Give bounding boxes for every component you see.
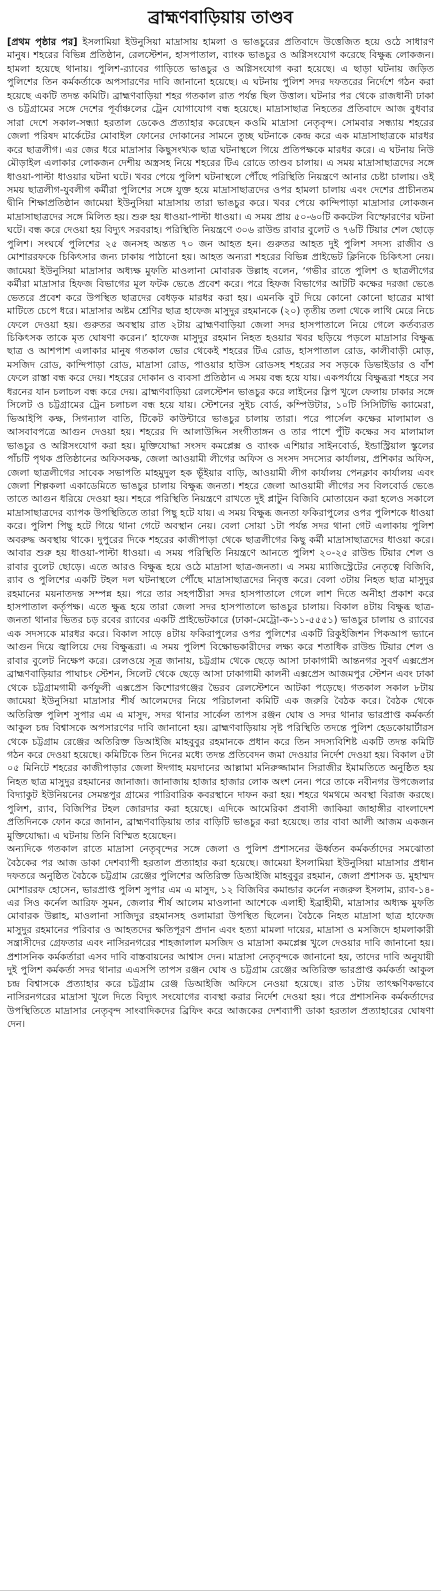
bottom-divider [0, 1590, 441, 1591]
article-body [7, 36, 434, 1032]
article-paragraph [7, 843, 434, 1031]
paragraph-text: ইসলামিয়া ইউনুসিয়া মাদ্রাসায় হামলা ও ভাঙচুরের প্রতিবাদে উত্তেজিত হয়ে ওঠে সাধারণ মানুষ। শহরের বিভিন্ন প্রতিষ্ঠান, রেলস্টেশন, হাসপাতাল, ব্যাংক ভাঙচুর ও অগ্নিসংযোগ করেছে বিক্ষুব্ধ লোকজন। হামলা হয়েছে থানায়। পুলিশ-র‌্যাবের গাড়িতে ভাঙচুর ও অগ্নিসংযোগ করা হয়েছে। এ ছাড়া ঘটনায় জড়িত পুলিশের তিন কর্মকর্তাকে অপসারণের দাবি জানানো হয়েছে। এ ঘটনায় পুলিশ সদর দফতরের নির্দেশে গঠন করা হয়েছে একটি তদন্ত কমিটি। ব্রাহ্মণবাড়িয়া শহর গতকাল রাত পর্যন্ত ছিল উত্তাল। ঘটনার পর থেকে রাজধানী ঢাকা ও চট্টগ্রামের সঙ্গে দেশের পূর্বাঞ্চলের ট্রেন যোগাযোগ বন্ধ হয়েছে। মাদ্রাসাছাত্র নিহতের প্রতিবাদে আজ বুধবার সারা দেশে সকাল-সন্ধ্যা হরতাল ডেকেও প্রত্যাহার করেছেন কওমি মাদ্রাসা নেতৃবৃন্দ। সোমবার সন্ধ্যায় শহরের জেলা পরিষদ মার্কেটের মোবাইল ফোনের দোকানের সামনে তুচ্ছ ঘটনাকে কেন্দ্র করে এক মাদ্রাসাছাত্রকে মারধর করে ছাত্রলীগ। এর জের ধরে মাদ্রাসার কিছুসংখ্যক ছাত্র ঘটনাস্থলে গিয়ে প্রতিপক্ষকে মারধর করে। এ ঘটনায় নিউ মৌড়াইল এলাকার লোকজন দেশীয় অস্ত্রসহ নিয়ে শহরের টিএ রোডে তাণ্ডব চালায়। এ সময় মাদ্রাসাছাত্রদের সঙ্গে ধাওয়া-পাল্টা ধাওয়ার ঘটনা ঘটে। খবর পেয়ে পুলিশ ঘটনাস্থলে পৌঁছে পরিস্থিতি নিয়ন্ত্রণে আনার চেষ্টা চালায়। ওই সময় ছাত্রলীগ-যুবলীগ কর্মীরা পুলিশের সঙ্গে যুক্ত হয়ে মাদ্রাসাছাত্রদের ওপর হামলা চালায় এবং দেশের প্রাচীনতম দ্বীনি শিক্ষাপ্রতিষ্ঠান জামেয়া ইউনুসিয়া মাদ্রাসায় তারা ভাঙচুর করে। খবর পেয়ে কান্দিপাড়া মাদ্রাসার লোকজন মাদ্রাসাছাত্রদের সঙ্গে মিলিত হয়। শুরু হয় ধাওয়া-পাল্টা ধাওয়া। এ সময় প্রায় ৫০-৬০টি ককটেল বিস্ফোরণের ঘটনা ঘটে। বন্ধ করে দেওয়া হয় বিদ্যুৎ সরবরাহ। পরিস্থিতি নিয়ন্ত্রণে ৩০৬ রাউন্ড রাবার বুলেট ও ৭৬টি টিয়ার শেল ছোড়ে পুলিশ। সংঘর্ষে পুলিশের ২৫ জনসহ অন্তত ৭০ জন আহত হন। গুরুতর আহত দুই পুলিশ সদস্য রাজীব ও মোশাররফকে চিকিৎসার জন্য ঢাকায় পাঠানো হয়। আহত অন্যরা শহরের বিভিন্ন প্রাইভেট ক্লিনিকে চিকিৎসা নেয়। জামেয়া ইউনুসিয়া মাদ্রাসার অধ্যক্ষ মুফতি মাওলানা মোবারক উল্লাহ বলেন, ‘গভীর রাতে পুলিশ ও ছাত্রলীগের কর্মীরা মাদ্রাসার হিফজ বিভাগের মূল ফটক ভেঙে প্রবেশ করে। পরে হিফজ বিভাগের আটটি কক্ষের দরজা ভেঙে ভেতরে প্রবেশ করে উপস্থিত ছাত্রদের বেধড়ক মারধর করা হয়। এমনকি বুট দিয়ে কোনো কোনো ছাত্রের মাথা মাটিতে চেপে ধরে। মাদ্রাসার অষ্টম শ্রেণির ছাত্র হাফেজ মাসুদুর রহমানকে (২০) তৃতীয় তলা থেকে লাথি মেরে নিচে ফেলে দেওয়া হয়। গুরুতর অবস্থায় রাত ২টায় ব্রাহ্মণবাড়িয়া জেলা সদর হাসপাতালে নিয়ে গেলে কর্তব্যরত চিকিৎসক তাকে মৃত ঘোষণা করেন।’ হাফেজ মাসুদুর রহমান নিহত হওয়ার খবর ছড়িয়ে পড়লে মাদ্রাসার বিক্ষুব্ধ ছাত্র ও আশপাশ এলাকার মানুষ গতকাল ভোর থেকেই শহরের টিএ রোড, হাসপাতাল রোড, কালীবাড়ী মোড়, মসজিদ রোড, কান্দিপাড়া রোড, মাদ্রাসা রোড, পাওয়ার হাউস রোডসহ শহরের সব সড়কে ডিভাইডার ও বাঁশ ফেলে রাস্তা বন্ধ করে দেয়। শহরের দোকান ও ব্যবসা প্রতিষ্ঠান এ সময় বন্ধ হয়ে যায়। একপর্যায়ে বিক্ষুব্ধরা শহরে সব ধরনের যান চলাচল বন্ধ করে দেয়। ব্রাহ্মণবাড়িয়া রেলস্টেশন ভাঙচুর করে লাইনের স্লিপ খুলে ফেলায় ঢাকার সঙ্গে সিলেট ও চট্টগ্রামের ট্রেন চলাচল বন্ধ হয়ে যায়। স্টেশনের সুইচ বোর্ড, কম্পিউটার, ১০টি সিসিটিভি ক্যামেরা, ভিআইপি কক্ষ, সিগন্যাল বাতি, টিকেট কাউন্টারে ভাঙচুর চালায় তারা। পরে পার্সেল কক্ষের মালামাল ও আসবাবপত্রে আগুন দেওয়া হয়। শহরের দি আলাউদ্দিন সংগীতাঙ্গন ও তার পাশে পুঁটি কক্ষের সব মালামাল ভাঙচুর ও অগ্নিসংযোগ করা হয়। মুক্তিযোদ্ধা সংসদ কমপ্লেক্স ও ব্যাংক এশিয়ার সাইনবোর্ড, ইন্ডাস্ট্রিয়াল স্কুলের পাঁচটি পৃথক প্রতিষ্ঠানের অফিসকক্ষ, জেলা আওয়ামী লীগের অফিস ও সংসদ সদস্যের কার্যালয়, প্রশিকার অফিস, জেলা ছাত্রলীগের সাবেক সভাপতি মাহমুদুল হক ভূঁইয়ার বাড়ি, আওয়ামী লীগ কার্যালয় পেনক্লাব কার্যালয় এবং জেলা শিল্পকলা একাডেমিতে ভাঙচুর চালায় বিক্ষুব্ধ জনতা। শহরে জেলা আওয়ামী লীগের সব বিলবোর্ড ভেঙে তাতে আগুন ধরিয়ে দেওয়া হয়। শহরে পরিস্থিতি নিয়ন্ত্রণে রাখতে দুই প্লাটুন বিজিবি মোতায়েন করা হলেও সকালে মাদ্রাসাছাত্রদের ব্যাপক উপস্থিতিতে তারা পিছু হটে যায়। এ সময় বিক্ষুব্ধ জনতা ফকিরাপুলের ওপর পুলিশকে ধাওয়া করে। পুলিশ পিছু হটে গিয়ে থানা গেটে অবস্থান নেয়। বেলা সোয়া ১টা পর্যন্ত সদর থানা গেট এলাকায় পুলিশ অবরুদ্ধ অবস্থায় থাকে। দুপুরের দিকে শহরের কাজীপাড়া থেকে ছাত্রলীগের কিছু কর্মী মাদ্রাসাছাত্রদের ধাওয়া করে। আবার শুরু হয় ধাওয়া-পাল্টা ধাওয়া। এ সময় পরিস্থিতি নিয়ন্ত্রণে আনতে পুলিশ ২০-২৫ রাউন্ড টিয়ার শেল ও রাবার বুলেট ছোড়ে। এতে আরও বিক্ষুব্ধ হয়ে ওঠে মাদ্রাসা ছাত্র-জনতা। এ সময় ম্যাজিস্ট্রেটের নেতৃত্বে বিজিবি, র‌্যাব ও পুলিশের একটি টহল দল ঘটনাস্থলে পৌঁছে মাদ্রাসাছাত্রদের নিবৃত্ত করে। বেলা ৩টায় নিহত ছাত্র মাসুদুর রহমানের ময়নাতদন্ত সম্পন্ন হয়। পরে তার সহপাঠীরা সদর হাসপাতালে গেলে লাশ দিতে অনীহা প্রকাশ করে হাসপাতাল কর্তৃপক্ষ। এতে ক্ষুব্ধ হয়ে তারা জেলা সদর হাসপাতালে ভাঙচুর চালায়। বিকাল ৪টায় বিক্ষুব্ধ ছাত্র-জনতা থানার ভিতর চড় রবের র‌্যাবের একটি প্রাইভেটকারে (ঢাকা-মেট্রো-ক-১১-৫৫৫১) ভাঙচুর চালায় ও র‌্যাবের এক সদস্যকে মারধর করে। বিকাল সাড়ে ৪টায় ফকিরাপুলের ওপর পুলিশের একটি রিকুইজিশন পিকআপ ভ্যানে আগুন দিয়ে জ্বালিয়ে দেয় বিক্ষুব্ধরা। এ সময় পুলিশ বিক্ষোভকারীদের লক্ষ্য করে শতাধিক রাউন্ড টিয়ার শেল ও রাবার বুলেট নিক্ষেপ করে। রেলওয়ে সূত্র জানায়, চট্টগ্রাম থেকে ছেড়ে আসা ঢাকাগামী আন্তনগর সুবর্ণ এক্সপ্রেস ব্রাহ্মণবাড়িয়ার পাঘাচং স্টেশন, সিলেট থেকে ছেড়ে আসা ঢাকাগামী কালনী এক্সপ্রেস আজমপুর স্টেশন এবং ঢাকা থেকে চট্টগ্রামগামী কর্ণফুলী এক্সপ্রেস কিশোরগঞ্জের ভৈরব রেলস্টেশনে আটকা পড়েছে। গতকাল সকাল ৮টায় জামেয়া ইউনুসিয়া মাদ্রাসার শীর্ষ আলেমদের নিয়ে পরিচালনা কমিটি এক জরুরি বৈঠক করে। বৈঠক থেকে অতিরিক্ত পুলিশ সুপার এম এ মাসুদ, সদর থানার সার্কেল তাপস রঞ্জন ঘোষ ও সদর থানার ভারপ্রাপ্ত কর্মকর্তা আকুল চন্দ্র বিশ্বাসকে অপসারণের দাবি জানানো হয়। ব্রাহ্মণবাড়িয়ায় সৃষ্ট পরিস্থিতি তদন্তে পুলিশ হেডকোয়ার্টারস থেকে চট্টগ্রাম রেঞ্জের অতিরিক্ত ডিআইজি মাহবুবুর রহমানকে প্রধান করে তিন সদস্যবিশিষ্ট একটি তদন্ত কমিটি গঠন করে দেওয়া হয়েছে। কমিটিকে তিন দিনের মধ্যে তদন্ত প্রতিবেদন জমা দেওয়ার নির্দেশ দেওয়া হয়। বিকাল ৫টা ০৫ মিনিটে শহরের কাজীপাড়ার জেলা ঈদগাহ ময়দানের আল্লামা মনিরুজ্জামান সিরাজীর ইমামতিতে অনুষ্ঠিত হয় নিহত ছাত্র মাসুদুর রহমানের জানাজা। জানাজায় হাজার হাজার লোক অংশ নেন। পরে তাকে নবীনগর উপজেলার বিদ্যাকুট ইউনিয়নের সেমন্তপুর গ্রামের পারিবারিক কবরস্থানে দাফন করা হয়। শহরে থমথমে অবস্থা বিরাজ করছে। পুলিশ, র‌্যাব, বিজিপির টহল জোরদার করা হয়েছে। এদিকে আমেরিকা প্রবাসী জাকিয়া জাহাঙ্গীর বাংলাদেশ প্রতিদিনকে ফোন করে জানান, ব্রাহ্মণবাড়িয়ায় তার বাড়িটি ভাঙচুর করা হয়েছে। তার বাবা আলী আজম একজন মুক্তিযোদ্ধা। এ ঘটনায় তিনি বিস্মিত হয়েছেন। [7, 37, 434, 842]
paragraph-text: অন্যদিকে গতকাল রাতে মাদ্রাসা নেতৃবৃন্দের সঙ্গে জেলা ও পুলিশ প্রশাসনের ঊর্ধ্বতন কর্মকর্তাদের সমঝোতা বৈঠকের পর আজ ডাকা দেশব্যাপী হরতাল প্রত্যাহার করা হয়েছে। জামেয়া ইসলামিয়া ইউনুসিয়া মাদ্রাসার প্রধান দফতরে অনুষ্ঠিত বৈঠকে চট্টগ্রাম রেঞ্জের পুলিশের অতিরিক্ত ডিআইজি মাহবুবুর রহমান, জেলা প্রশাসক ড. মুহাম্মদ মোশাররফ হোসেন, ভারপ্রাপ্ত পুলিশ সুপার এম এ মাসুদ, ১২ বিজিবির কমান্ডার কর্নেল নজরুল ইসলাম, র‌্যাব-১৪-এর সিও কর্নেল আরিফ সুমন, জেলার শীর্ষ আলেম মাওলানা আশেকে এলাহী ইব্রাহীমী, মাদ্রাসার অধ্যক্ষ মুফতি মোবারক উল্লাহ, মাওলানা সাজিদুর রহমানসহ ওলামারা উপস্থিত ছিলেন। বৈঠকে নিহত মাদ্রাসা ছাত্র হাফেজ মাসুদুর রহমানের পরিবার ও আহতদের ক্ষতিপূরণ প্রদান এবং হত্যা মামলা দায়ের, মাদ্রাসা ও মসজিদে হামলাকারী সন্ত্রাসীদের গ্রেফতার এবং নাসিরনগরের শাহজালাল মসজিদ ও মাদ্রাসা কমপ্লেক্স খুলে দেওয়ার দাবি জানানো হয়। প্রশাসনিক কর্মকর্তারা এসব দাবি বাস্তবায়নের আশ্বাস দেন। মাদ্রাসা নেতৃবৃন্দকে জানানো হয়, তাদের দাবি অনুযায়ী দুই পুলিশ কর্মকর্তা সদর থানার এএসপি তাপস রঞ্জন ঘোষ ও চট্টগ্রাম রেঞ্জের অতিরিক্ত ভারপ্রাপ্ত কর্মকর্তা আকুল চন্দ্র বিশ্বাসকে প্রত্যাহার করে চট্টগ্রাম রেঞ্জ ডিআইজি অফিসে নেওয়া হয়েছে। রাত ১টায় তাৎক্ষণিকভাবে নাসিরনগরের মাদ্রাসা খুলে দিতে বিদ্যুৎ সংযোগের ব্যবস্থা করার নির্দেশ দেওয়া হয়। পরে প্রশাসনিক কর্মকর্তাদের উপস্থিতিতে মাদ্রাসার নেতৃবৃন্দ সাংবাদিকদের ব্রিফিং করে আজকের দেশব্যাপী ডাকা হরতাল প্রত্যাহারের ঘোষণা দেন। [7, 844, 434, 1031]
continuation-kicker: [প্রথম পৃষ্ঠার পর] [7, 37, 78, 48]
headline: ব্রাহ্মণবাড়িয়ায় তাণ্ডব [148, 8, 293, 28]
article-paragraph [7, 36, 434, 843]
